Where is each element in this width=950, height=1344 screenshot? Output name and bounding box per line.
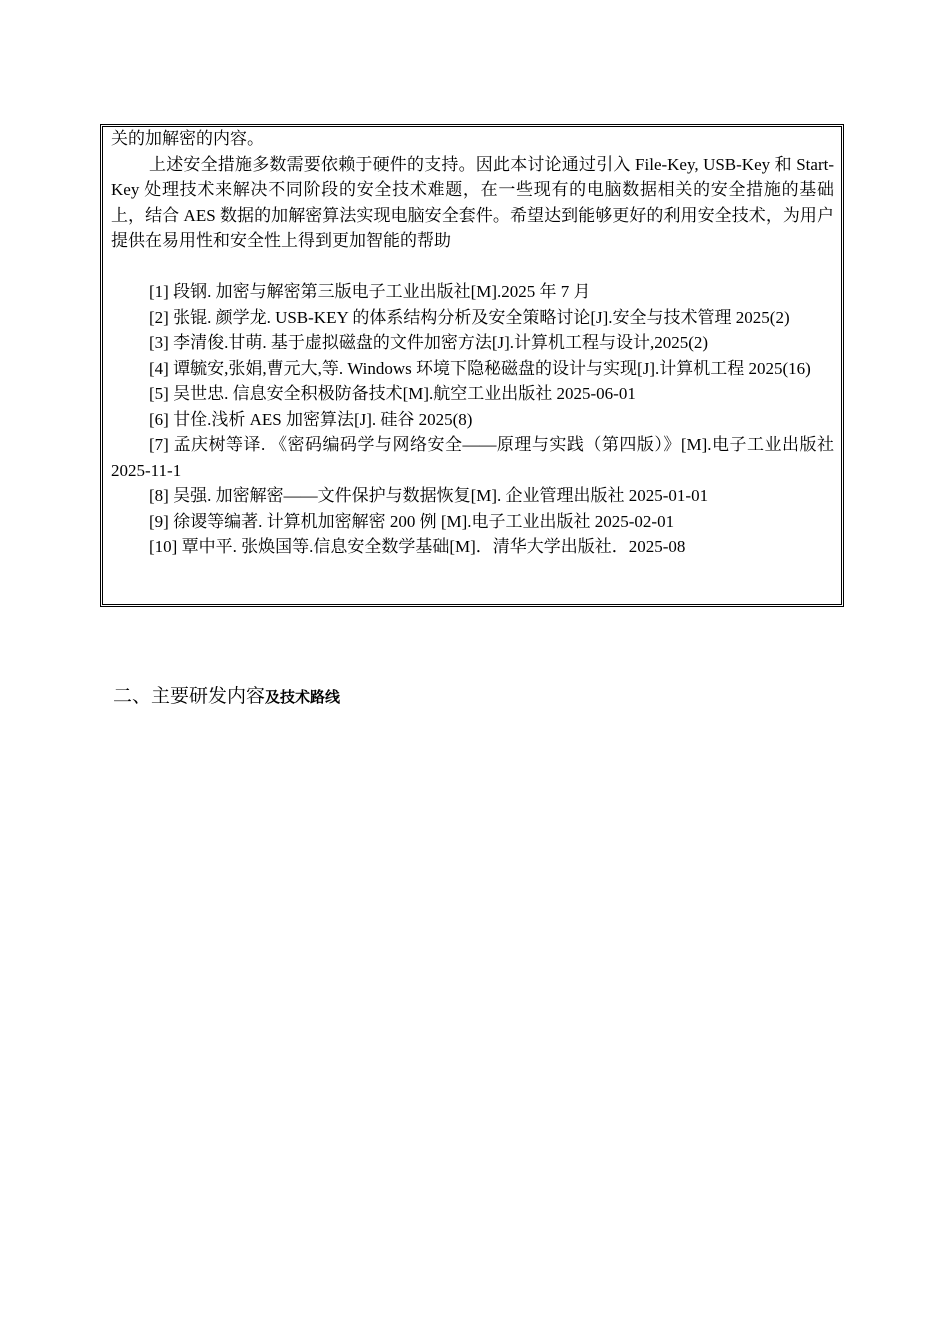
reference-item: [2] 张锟. 颜学龙. USB-KEY 的体系结构分析及安全策略讨论[J].安全与技术管理 2025(2) (149, 307, 790, 327)
reference-item: [3] 李清俊.甘萌. 基于虚拟磁盘的文件加密方法[J].计算机工程与设计,2025(2) (149, 333, 709, 352)
paragraph-continuation: 关的加解密的内容。 (111, 129, 264, 148)
reference-item: [6] 甘佺.浅析 AES 加密算法[J]. 硅谷 2025(8) (149, 409, 473, 429)
section-title-sub: 及技术路线 (265, 688, 341, 706)
reference-list (111, 279, 834, 560)
section-title-main: 二、主要研发内容 (113, 685, 266, 707)
reference-item: [4] 谭毓安,张娟,曹元大,等. Windows 环境下隐秘磁盘的设计与实现[J].计算机工程 2025(16) (149, 358, 811, 378)
references-box (100, 124, 844, 607)
reference-item: [9] 徐谡等编著. 计算机加密解密 200 例 [M].电子工业出版社 2025-02-01 (149, 511, 675, 531)
section-heading (113, 681, 340, 709)
reference-item: [1] 段钢. 加密与解密第三版电子工业出版社[M].2025 年 7 月 (149, 282, 591, 301)
blank-line (111, 254, 834, 280)
reference-item: [10] 覃中平. 张焕国等.信息安全数学基础[M]．清华大学出版社．2025-08 (149, 537, 686, 556)
paragraph-summary: 上述安全措施多数需要依赖于硬件的支持。因此本讨论通过引入 File-Key, USB-Key 和 Start-Key 处理技术来解决不同阶段的安全技术难题，在一些现有的电脑数据相关的安全措施的基础上，结合 AES 数据的加解密算法实现电脑安全套件。希望达到能够更好的利用安全技术，为用户提供在易用性和安全性上得到更加智能的帮助 (111, 154, 834, 250)
reference-item: [7] 孟庆树等译. 《密码编码学与网络安全——原理与实践（第四版）》[M].电子工业出版社 2025-11-1 (111, 435, 834, 480)
reference-item: [5] 吴世忠. 信息安全积极防备技术[M].航空工业出版社 2025-06-01 (149, 384, 636, 403)
reference-item: [8] 吴强. 加密解密——文件保护与数据恢复[M]. 企业管理出版社 2025-01-01 (149, 486, 709, 505)
